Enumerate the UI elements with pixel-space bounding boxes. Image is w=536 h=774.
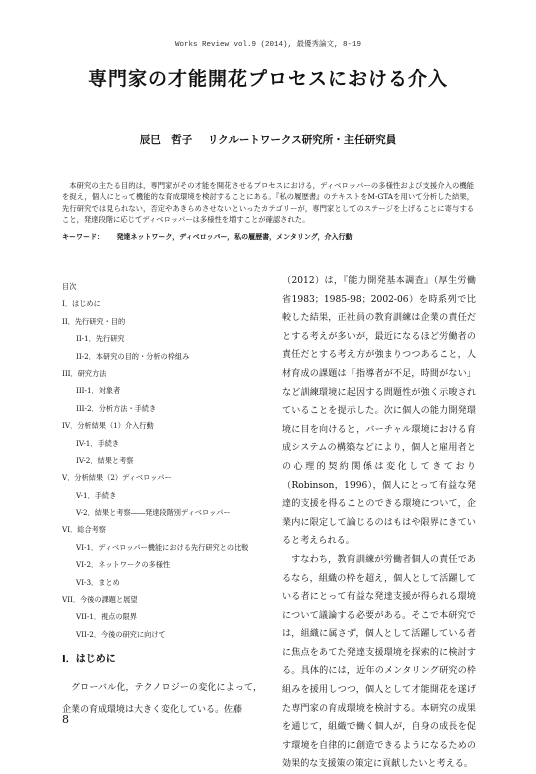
body-paragraph: すなわち，教育訓練が労働者個人の責任であるなら，組織の枠を超え，個人として活躍している者にとって有益な発達支援が得られる環境について議論する必要がある。そこで本研究では，組織に属さず，個人として活躍している者に焦点をあてた発達支援環境を探索的に検討する。具体的には，近年のメンタリング研究の枠組みを援用しつつ，個人として才能開花を遂げた専門家の育成環境を検討する。本研究の成果を通じて，組織で働く個人が，自身の成長を促す環境を自律的に創造できるようになるための効果的な支援策の策定に貢献したいと考える。 — [282, 554, 476, 770]
toc-item: I．はじめに — [62, 299, 101, 309]
toc-item: VI-3．まとめ — [76, 577, 120, 587]
toc-item: V-2．結果と考察――発達段階別ディベロッパー — [76, 508, 231, 518]
abstract: 本研究の主たる目的は，専門家がその才能を開花させるプロセスにおける，ディベロッパーの多様性および支援介入の機能を捉え，個人にとって機能的な育成環境を検討することにある。『私の履歴書』のテキストをM-GTAを用いて分析した結果，先行研究では見られない，否定やあきらめさせないといったカテゴリーが，専門家としてのステージを上げることに寄与すること，発達段階に応じてディベロッパーは多様性を増すことが確認された。 — [62, 181, 474, 224]
toc-item: II-1．先行研究 — [76, 334, 125, 344]
paper-title: 専門家の才能開花プロセスにおける介入 — [87, 68, 448, 90]
toc-item: III．研究方法 — [62, 368, 107, 378]
right-column — [282, 272, 476, 774]
toc-item: VII-2．今後の研究に向けて — [76, 629, 166, 639]
toc-item: IV-1．手続き — [76, 438, 120, 448]
toc-item: VI-1．ディベロッパー機能における先行研究との比較 — [76, 542, 249, 552]
author-name: 辰巳 哲子 — [139, 134, 193, 146]
toc-item: II．先行研究・目的 — [62, 316, 126, 326]
toc-item: IV-2．結果と考察 — [76, 455, 134, 465]
toc-item: V-1．手続き — [76, 490, 117, 500]
section-body: グローバル化，テクノロジーの変化によって，企業の育成環境は大きく変化している。佐藤 — [62, 683, 262, 715]
page-number: 8 — [62, 713, 69, 726]
journal-header: Works Review vol.9 (2014), 最優秀論文, 8-19 — [174, 41, 362, 49]
author-line — [0, 132, 536, 147]
keywords-label: キーワード： — [62, 233, 104, 241]
toc-item: III-1．対象者 — [76, 386, 121, 396]
toc-item: VII-1．視点の限界 — [76, 612, 137, 622]
toc-item: III-2．分析方法・手続き — [76, 403, 157, 413]
section-heading: I．はじめに — [62, 654, 116, 665]
toc-item: VI-2．ネットワークの多様性 — [76, 560, 171, 570]
toc-item: VII．今後の課題と展望 — [62, 595, 138, 605]
toc-item: VI．総合考察 — [62, 525, 106, 535]
toc-item: IV．分析結果（1）介入行動 — [62, 421, 154, 431]
author-affiliation: リクルートワークス研究所・主任研究員 — [207, 134, 397, 146]
body-paragraph: （2012）は，『能力開発基本調査』（厚生労働省1983；1985-98；2002-06）を時系列で比較した結果，正社員の教育訓練は企業の責任だとする考えが多いが，最近になるほど労働者の責任だとする考え方が強まりつつあること，人材育成の課題は「指導者が不足，時間がない」など訓練環境に起因する問題性が強く示唆されていることを提示した。次に個人の能力開発環境に目を向けると，バーチャル環境における育成システムの構築などにより，個人と雇用者との心理的契約関係は変化してきており（Robinson，1996），個人にとって有益な発達的支援を得ることのできる環境について，企業内に限定して論じるのはもはや限界にきていると考えられる。 — [282, 276, 476, 547]
keywords-text: 発達ネットワーク，ディベロッパー，私の履歴書，メンタリング，介入行動 — [116, 233, 353, 241]
toc-item: 目次 — [62, 282, 77, 291]
toc-item: II-2．本研究の目的・分析の枠組み — [76, 351, 190, 361]
keywords — [62, 232, 482, 242]
table-of-contents — [62, 278, 282, 643]
toc-item: V．分析結果（2）ディベロッパー — [62, 473, 172, 483]
